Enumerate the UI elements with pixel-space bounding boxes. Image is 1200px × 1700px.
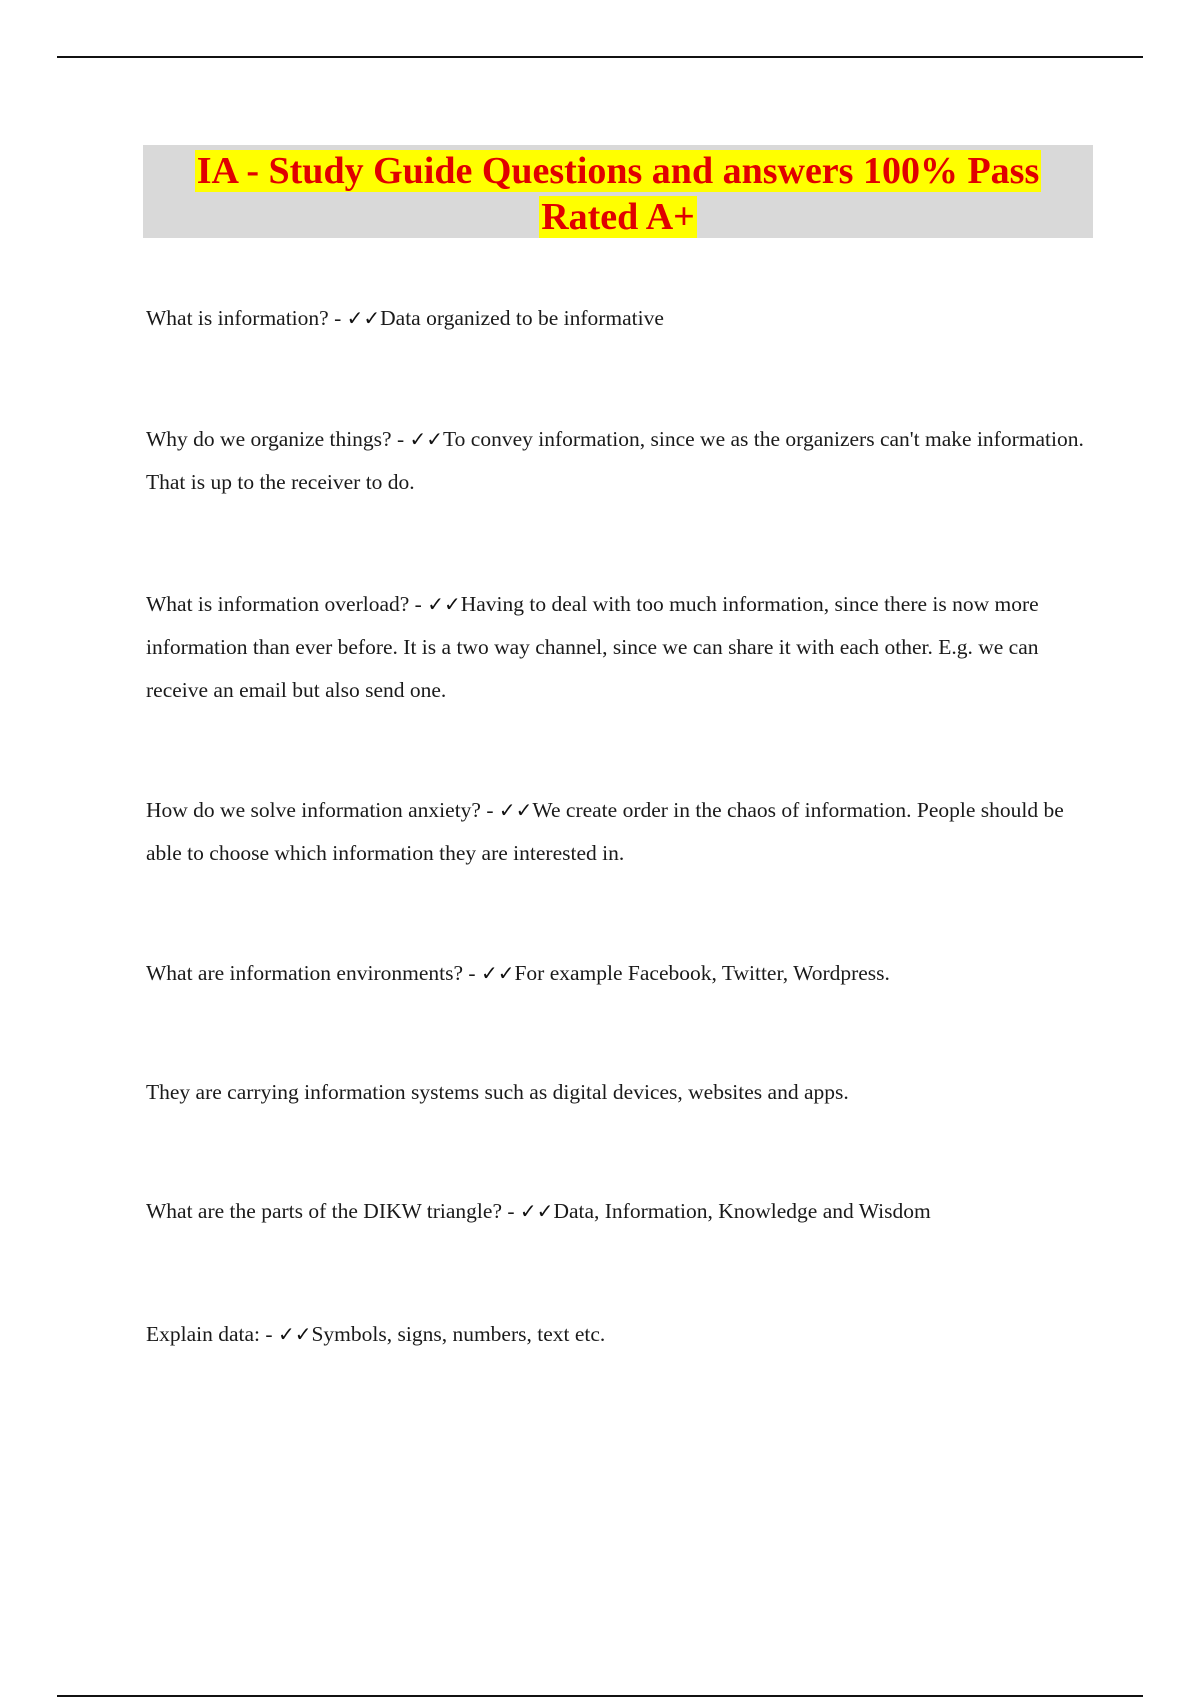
qa-item (146, 1190, 1091, 1233)
double-check-icon: ✓✓ (498, 798, 533, 822)
qa-item (146, 583, 1091, 712)
double-check-icon: ✓✓ (409, 427, 444, 451)
question-text: What are information environments? (146, 961, 464, 985)
question-text: How do we solve information anxiety? (146, 798, 481, 822)
answer-text: Data, Information, Knowledge and Wisdom (553, 1199, 931, 1223)
question-text: What is information? (146, 306, 329, 330)
question-text: Why do we organize things? (146, 427, 392, 451)
separator: - (409, 592, 428, 616)
answer-text: To convey information, since we as the organizers can't make information. That is up to the receiver to do. (146, 427, 1084, 494)
qa-item (146, 418, 1091, 504)
qa-item (146, 952, 1091, 995)
qa-item (146, 297, 1091, 340)
answer-text: Symbols, signs, numbers, text etc. (311, 1322, 606, 1346)
bottom-rule (57, 1695, 1143, 1697)
separator: - (502, 1199, 520, 1223)
page-title-line-1: IA - Study Guide Questions and answers 100% Pass (196, 150, 1040, 192)
question-text: What is information overload? (146, 592, 410, 616)
title-box (143, 145, 1093, 238)
separator: - (480, 798, 499, 822)
answer-text: Having to deal with too much information, since there is now more information than ever before. It is a two way channel, since we can share it with each other. E.g. we can receive an email but also send one. (146, 592, 1039, 702)
page-title-line-2: Rated A+ (541, 196, 695, 238)
paragraph-text: They are carrying information systems such as digital devices, websites and apps. (146, 1080, 849, 1104)
answer-text: Data organized to be informative (380, 306, 664, 330)
separator: - (463, 961, 481, 985)
separator: - (260, 1322, 278, 1346)
double-check-icon: ✓✓ (346, 306, 381, 330)
qa-item (146, 1313, 1091, 1356)
double-check-icon: ✓✓ (277, 1322, 312, 1346)
top-rule (57, 56, 1143, 58)
qa-item (146, 789, 1091, 875)
answer-text: We create order in the chaos of information. People should be able to choose which information they are interested in. (146, 798, 1064, 865)
question-text: What are the parts of the DIKW triangle? (146, 1199, 502, 1223)
question-text: Explain data: (146, 1322, 261, 1346)
answer-text: For example Facebook, Twitter, Wordpress. (514, 961, 890, 985)
separator: - (391, 427, 410, 451)
double-check-icon: ✓✓ (519, 1199, 554, 1223)
separator: - (328, 306, 347, 330)
double-check-icon: ✓✓ (480, 961, 515, 985)
double-check-icon: ✓✓ (427, 592, 461, 616)
